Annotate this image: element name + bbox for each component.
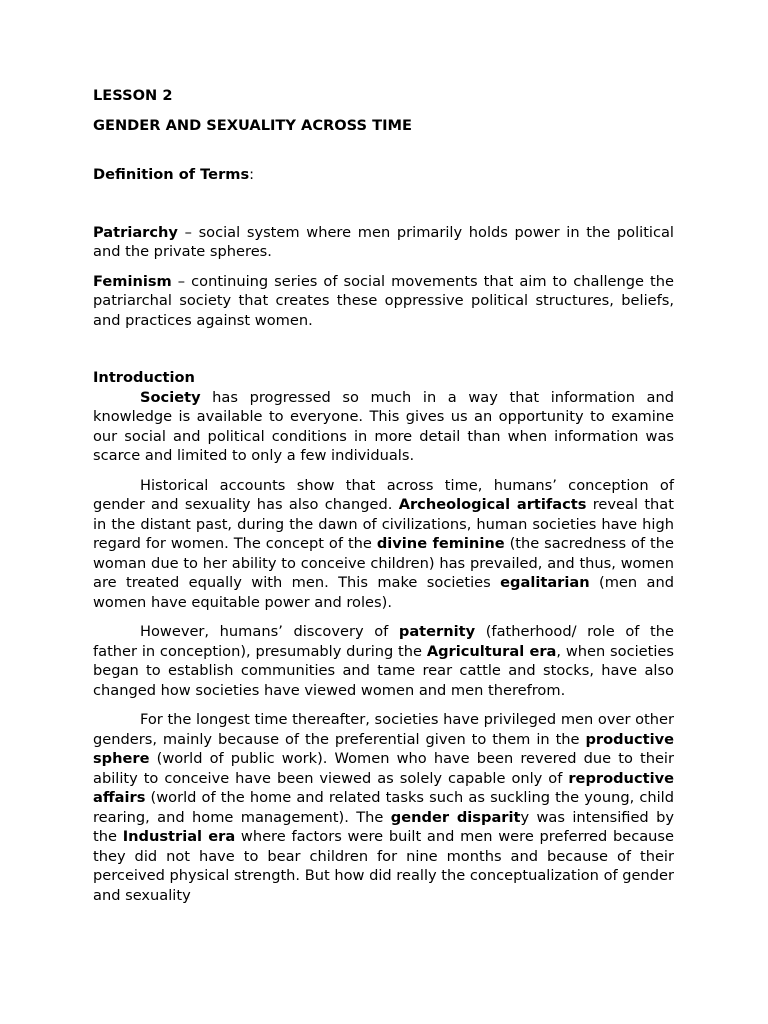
text: For the longest time thereafter, societies have privileged men over other genders, mainly because of the preferential given to them in the <box>93 711 674 748</box>
intro-paragraph-3 <box>93 622 674 700</box>
definitions-heading <box>93 165 674 185</box>
term-definition: – continuing series of social movements that aim to challenge the patriarchal society that creates these oppressive political structures, beliefs, and practices against women. <box>93 272 674 329</box>
emphasis: paternity <box>398 623 476 640</box>
text: (fatherhood/ role of the father in conception), presumably during the <box>93 623 674 660</box>
emphasis: reproductive affairs <box>93 769 674 806</box>
introduction-heading: Introduction <box>93 369 195 386</box>
lesson-label: LESSON 2 <box>93 87 173 104</box>
intro-paragraph-2 <box>93 476 674 613</box>
emphasis: gender disparit <box>390 808 521 826</box>
text: has progressed so much in a way that information and knowledge is available to everyone. This gives us an opportunity to examine our social and political conditions in more detail than when information was scarce and limited to only a few individuals. <box>93 388 674 464</box>
intro-paragraph-1 <box>93 388 674 466</box>
term-name: Patriarchy <box>93 223 178 241</box>
definitions-heading-colon: : <box>249 166 255 183</box>
term-patriarchy <box>93 223 674 262</box>
lesson-title: GENDER AND SEXUALITY ACROSS TIME <box>93 116 412 134</box>
term-definition: – social system where men primarily holds power in the political and the private spheres. <box>93 223 674 260</box>
text: (the sacredness of the woman due to her ability to conceive children) has prevailed, and thus, women are treated equally with men. This make societies <box>93 535 674 591</box>
emphasis: Industrial era <box>122 828 236 845</box>
text: where factors were built and men were preferred because they did not have to bear children for nine months and because of their perceived physical strength. But how did really the conceptualization of gender and sexuality <box>93 828 675 904</box>
text: (world of the home and related tasks such as suckling the young, child rearing, and home management). The <box>93 789 674 826</box>
text: Historical accounts show that across time, humans’ conception of gender and sexuality has also changed. <box>93 476 674 513</box>
emphasis: divine feminine <box>376 535 505 552</box>
text: , when societies began to establish communities and tame rear cattle and stocks, have also changed how societies have viewed women and men therefrom. <box>93 642 675 699</box>
text: However, humans’ discovery of <box>140 623 399 640</box>
emphasis: Archeological artifacts <box>398 496 587 513</box>
text: (world of public work). Women who have been revered due to their ability to conceive have been viewed as solely capable only of <box>93 750 674 787</box>
emphasis: Agricultural era <box>426 642 557 660</box>
definitions-heading-text: Definition of Terms <box>93 166 250 183</box>
emphasis: Society <box>140 388 201 406</box>
intro-paragraph-4 <box>93 710 674 905</box>
emphasis: productive sphere <box>93 730 674 767</box>
document-page <box>93 86 674 905</box>
emphasis: egalitarian <box>500 574 590 591</box>
text: y was intensified by the <box>93 808 674 845</box>
term-name: Feminism <box>93 272 172 290</box>
text: (men and women have equitable power and roles). <box>93 574 674 611</box>
term-feminism <box>93 272 674 331</box>
text: reveal that in the distant past, during the dawn of civilizations, human societies have high regard for women. The concept of the <box>93 496 674 552</box>
